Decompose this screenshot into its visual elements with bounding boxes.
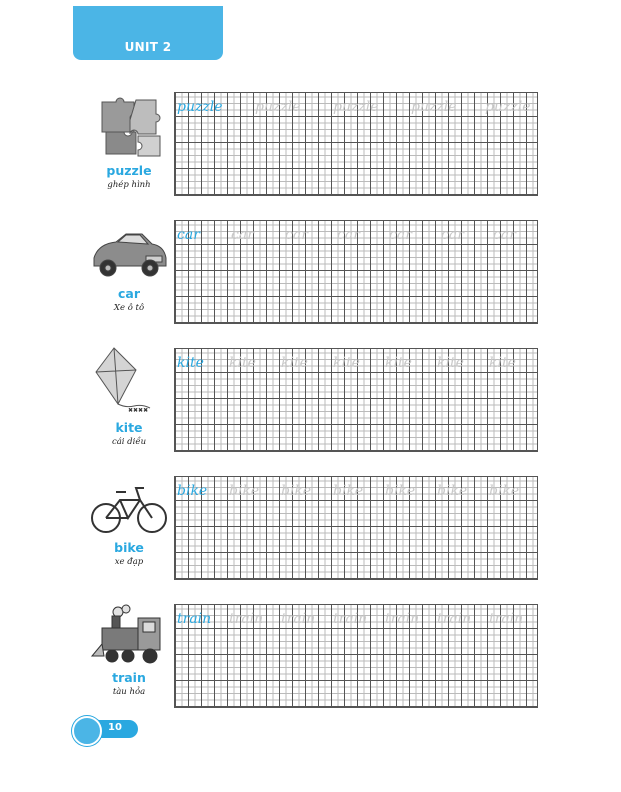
handwriting-grid[interactable]: [174, 220, 538, 324]
trace-word: car: [337, 227, 360, 243]
trace-word: train: [385, 611, 420, 627]
trace-word: kite: [281, 355, 308, 371]
trace-word: car: [389, 227, 412, 243]
unit-tab: [73, 6, 223, 60]
trace-word: bike: [281, 483, 312, 499]
trace-word: car: [231, 227, 254, 243]
puzzle-icon: [88, 94, 170, 160]
trace-word: train: [489, 611, 524, 627]
trace-word: train: [437, 611, 472, 627]
trace-word: puzzle: [485, 99, 531, 115]
train-icon: [88, 604, 170, 670]
word-label: train: [112, 670, 146, 685]
trace-word: bike: [177, 483, 208, 499]
trace-word: kite: [177, 355, 204, 371]
trace-row: [175, 483, 537, 503]
trace-word: kite: [229, 355, 256, 371]
page-number: 10: [108, 722, 122, 733]
vocab-section-car: [0, 216, 621, 326]
word-label: kite: [115, 420, 143, 435]
trace-word: puzzle: [411, 99, 457, 115]
car-icon: [88, 220, 170, 286]
meaning-label: ghép hình: [107, 180, 151, 190]
trace-row: [175, 611, 537, 631]
trace-word: bike: [229, 483, 260, 499]
page-circle-icon: [72, 716, 102, 746]
word-label: bike: [114, 540, 144, 555]
trace-word: car: [285, 227, 308, 243]
vocab-section-train: [0, 600, 621, 710]
trace-word: bike: [333, 483, 364, 499]
word-label: car: [117, 286, 140, 301]
meaning-label: tàu hỏa: [112, 687, 146, 697]
handwriting-grid[interactable]: [174, 604, 538, 708]
trace-word: train: [229, 611, 264, 627]
trace-word: bike: [385, 483, 416, 499]
kite-icon: [88, 346, 170, 412]
trace-word: puzzle: [177, 99, 223, 115]
trace-word: car: [177, 227, 200, 243]
trace-word: car: [441, 227, 464, 243]
page-number-badge: [68, 716, 138, 746]
trace-row: [175, 355, 537, 375]
meaning-label: xe đạp: [114, 557, 144, 567]
handwriting-grid[interactable]: [174, 476, 538, 580]
trace-row: [175, 99, 537, 119]
trace-word: train: [333, 611, 368, 627]
trace-word: train: [281, 611, 316, 627]
handwriting-grid[interactable]: [174, 92, 538, 196]
svg-text:✖✖✖✖: ✖✖✖✖: [128, 407, 149, 412]
trace-word: train: [177, 611, 212, 627]
meaning-label: Xe ô tô: [113, 303, 145, 313]
trace-word: car: [493, 227, 516, 243]
word-label: puzzle: [106, 163, 152, 178]
trace-word: kite: [333, 355, 360, 371]
trace-word: puzzle: [333, 99, 379, 115]
trace-word: puzzle: [255, 99, 301, 115]
trace-word: bike: [437, 483, 468, 499]
trace-word: bike: [489, 483, 520, 499]
trace-row: [175, 227, 537, 247]
meaning-label: cái diều: [111, 437, 147, 447]
trace-word: kite: [489, 355, 516, 371]
trace-word: kite: [437, 355, 464, 371]
bike-icon: [88, 478, 170, 544]
vocab-section-bike: [0, 472, 621, 582]
handwriting-grid[interactable]: [174, 348, 538, 452]
trace-word: kite: [385, 355, 412, 371]
vocab-section-kite: [0, 344, 621, 454]
vocab-section-puzzle: [0, 88, 621, 198]
unit-label: UNIT 2: [124, 40, 172, 54]
